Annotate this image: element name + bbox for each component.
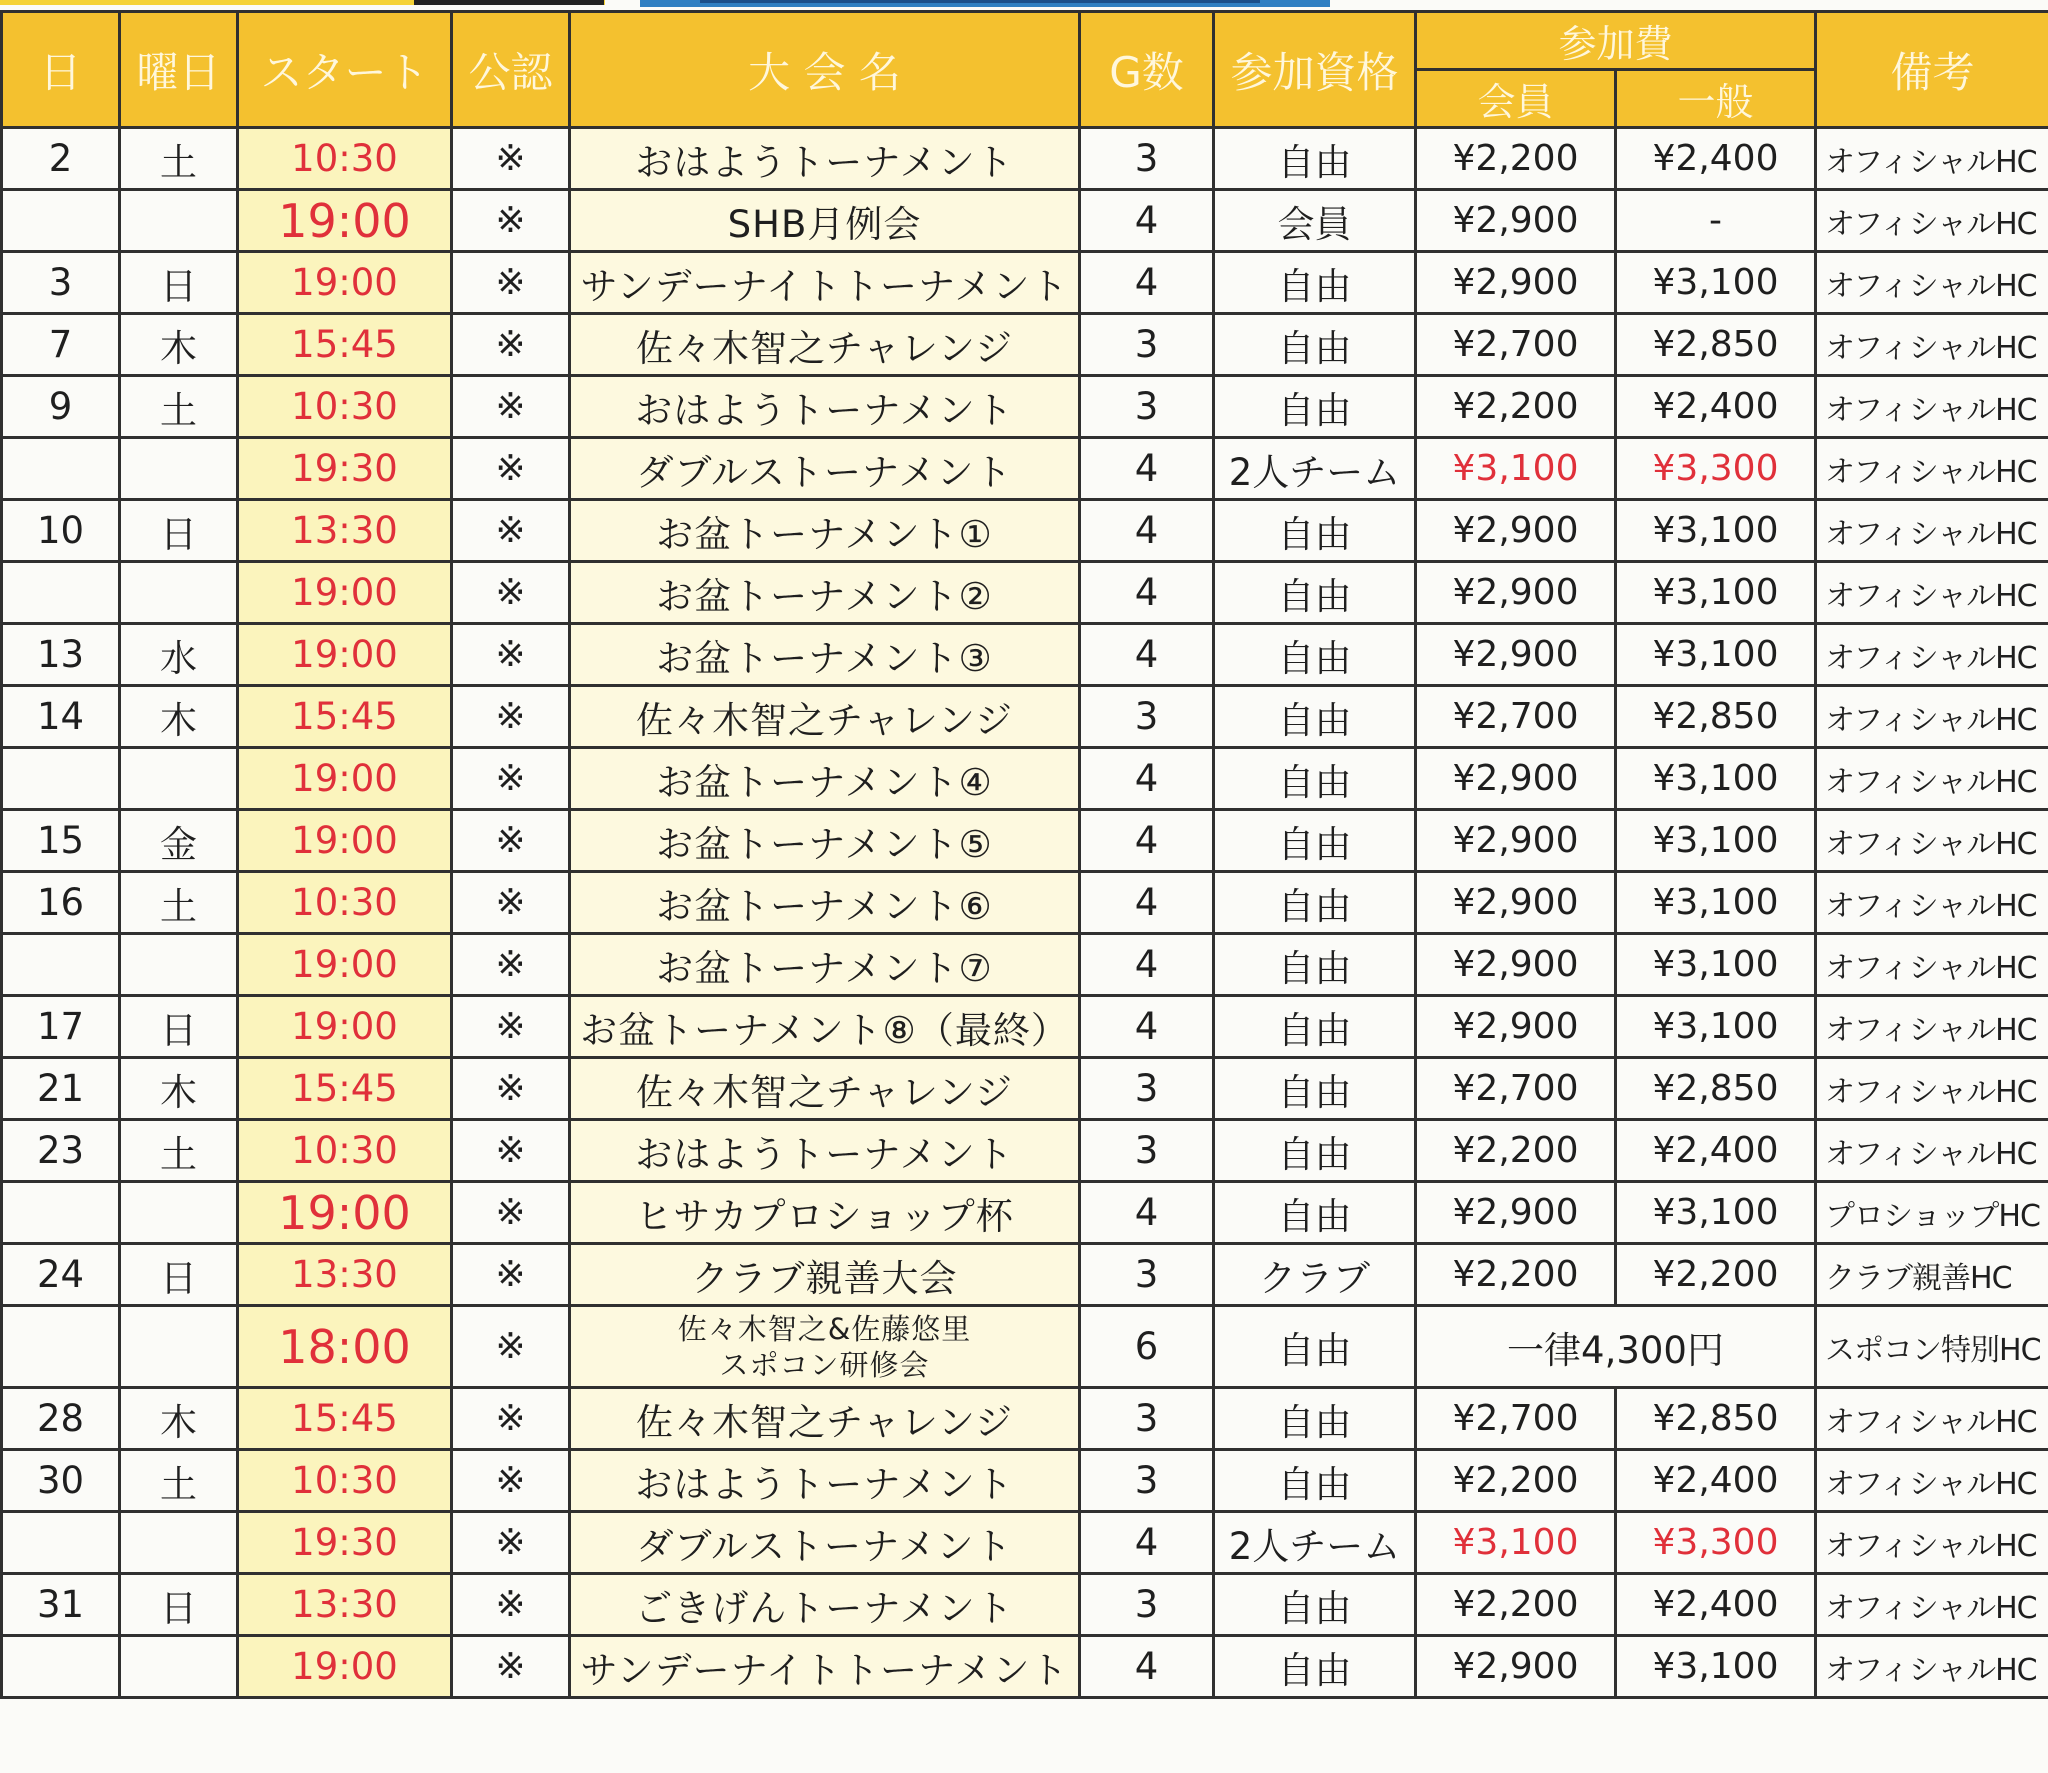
- cell-tournament-name: お盆トーナメント①: [570, 500, 1080, 562]
- cell-weekday: [120, 1512, 238, 1574]
- cell-day: [2, 1636, 120, 1698]
- cell-fee-member: ¥2,200: [1416, 376, 1616, 438]
- cell-fee-general: ¥2,400: [1616, 376, 1816, 438]
- cell-tournament-name: 佐々木智之チャレンジ: [570, 1058, 1080, 1120]
- table-header: [2, 12, 2048, 128]
- cell-tournament-name: お盆トーナメント⑥: [570, 872, 1080, 934]
- cell-fee-general: -: [1616, 190, 1816, 252]
- cell-note: オフィシャルHC: [1816, 1120, 2048, 1182]
- cell-tournament-name: 佐々木智之チャレンジ: [570, 1388, 1080, 1450]
- table-row: [2, 624, 2048, 686]
- cell-games: 4: [1080, 1512, 1214, 1574]
- table-body: [2, 128, 2048, 1698]
- cell-fee-general: ¥3,100: [1616, 748, 1816, 810]
- cell-day: 16: [2, 872, 120, 934]
- cell-fee-member: ¥3,100: [1416, 438, 1616, 500]
- cell-weekday: 日: [120, 1244, 238, 1306]
- cell-games: 4: [1080, 438, 1214, 500]
- cell-fee-general: ¥3,100: [1616, 996, 1816, 1058]
- cell-fee-general: ¥3,100: [1616, 810, 1816, 872]
- cell-day: 2: [2, 128, 120, 190]
- cell-eligibility: 自由: [1214, 252, 1416, 314]
- cell-note: クラブ親善HC: [1816, 1244, 2048, 1306]
- cell-fee-member: ¥2,700: [1416, 686, 1616, 748]
- cell-eligibility: 自由: [1214, 1388, 1416, 1450]
- header-fee-general: 一般: [1616, 70, 1816, 128]
- cell-fee-general: ¥3,100: [1616, 872, 1816, 934]
- cell-weekday: 土: [120, 128, 238, 190]
- cell-games: 4: [1080, 500, 1214, 562]
- cell-note: オフィシャルHC: [1816, 252, 2048, 314]
- cell-games: 4: [1080, 624, 1214, 686]
- cell-note: オフィシャルHC: [1816, 314, 2048, 376]
- cell-tournament-name: サンデーナイトトーナメント: [570, 1636, 1080, 1698]
- cell-day: 9: [2, 376, 120, 438]
- cell-start-time: 15:45: [238, 1388, 452, 1450]
- cell-weekday: 日: [120, 1574, 238, 1636]
- cell-fee-member: ¥2,700: [1416, 314, 1616, 376]
- cell-tournament-name: お盆トーナメント④: [570, 748, 1080, 810]
- cell-note: オフィシャルHC: [1816, 1450, 2048, 1512]
- table-row: [2, 1120, 2048, 1182]
- cell-games: 4: [1080, 996, 1214, 1058]
- cell-games: 3: [1080, 1574, 1214, 1636]
- cell-eligibility: 自由: [1214, 872, 1416, 934]
- cell-certified-mark: ※: [452, 1388, 570, 1450]
- cell-tournament-name: クラブ親善大会: [570, 1244, 1080, 1306]
- cell-tournament-name: ダブルストーナメント: [570, 1512, 1080, 1574]
- tournament-schedule-table: [0, 10, 2048, 1699]
- cell-certified-mark: ※: [452, 1512, 570, 1574]
- cell-games: 3: [1080, 1120, 1214, 1182]
- cell-day: 7: [2, 314, 120, 376]
- cell-fee-member: ¥2,900: [1416, 810, 1616, 872]
- cell-day: 31: [2, 1574, 120, 1636]
- cell-games: 4: [1080, 1182, 1214, 1244]
- cell-eligibility: 自由: [1214, 810, 1416, 872]
- header-fee-member: 会員: [1416, 70, 1616, 128]
- cell-fee-member: ¥2,900: [1416, 996, 1616, 1058]
- cell-tournament-name: お盆トーナメント②: [570, 562, 1080, 624]
- cell-note: オフィシャルHC: [1816, 562, 2048, 624]
- cell-eligibility: 自由: [1214, 1574, 1416, 1636]
- cell-note: オフィシャルHC: [1816, 686, 2048, 748]
- table-row: [2, 686, 2048, 748]
- cell-day: [2, 1182, 120, 1244]
- cell-tournament-name: おはようトーナメント: [570, 128, 1080, 190]
- cell-eligibility: 2人チーム: [1214, 1512, 1416, 1574]
- cell-flat-fee: 一律4,300円: [1416, 1306, 1816, 1388]
- header-games: G数: [1080, 12, 1214, 128]
- cell-day: 30: [2, 1450, 120, 1512]
- cell-eligibility: 自由: [1214, 934, 1416, 996]
- cell-day: 14: [2, 686, 120, 748]
- cell-games: 3: [1080, 128, 1214, 190]
- cell-fee-general: ¥3,100: [1616, 252, 1816, 314]
- cell-start-time: 19:00: [238, 934, 452, 996]
- cell-fee-member: ¥2,900: [1416, 1182, 1616, 1244]
- table-row: [2, 996, 2048, 1058]
- cell-fee-general: ¥3,300: [1616, 1512, 1816, 1574]
- cell-games: 6: [1080, 1306, 1214, 1388]
- cell-start-time: 19:00: [238, 1182, 452, 1244]
- cell-note: オフィシャルHC: [1816, 500, 2048, 562]
- cell-tournament-name: おはようトーナメント: [570, 1120, 1080, 1182]
- cell-eligibility: 自由: [1214, 748, 1416, 810]
- cell-tournament-name: ヒサカプロショップ杯: [570, 1182, 1080, 1244]
- cell-fee-member: ¥2,900: [1416, 1636, 1616, 1698]
- table-row: [2, 190, 2048, 252]
- cell-tournament-name: お盆トーナメント⑤: [570, 810, 1080, 872]
- cell-eligibility: 自由: [1214, 314, 1416, 376]
- cell-weekday: 木: [120, 1058, 238, 1120]
- table-row: [2, 562, 2048, 624]
- cell-day: [2, 1306, 120, 1388]
- cell-tournament-name: ダブルストーナメント: [570, 438, 1080, 500]
- cell-fee-general: ¥2,850: [1616, 1058, 1816, 1120]
- table-row: [2, 1182, 2048, 1244]
- cell-start-time: 19:00: [238, 810, 452, 872]
- cell-games: 3: [1080, 1058, 1214, 1120]
- cell-start-time: 15:45: [238, 314, 452, 376]
- cell-tournament-name: ごきげんトーナメント: [570, 1574, 1080, 1636]
- cell-day: 21: [2, 1058, 120, 1120]
- table-row: [2, 1244, 2048, 1306]
- cell-games: 3: [1080, 376, 1214, 438]
- cell-start-time: 19:00: [238, 996, 452, 1058]
- cell-weekday: 土: [120, 872, 238, 934]
- cell-fee-member: ¥2,700: [1416, 1058, 1616, 1120]
- cell-certified-mark: ※: [452, 1244, 570, 1306]
- cell-fee-general: ¥2,400: [1616, 128, 1816, 190]
- cell-start-time: 19:30: [238, 1512, 452, 1574]
- header-eligibility: 参加資格: [1214, 12, 1416, 128]
- table-row: [2, 872, 2048, 934]
- cell-fee-general: ¥3,100: [1616, 500, 1816, 562]
- cell-games: 3: [1080, 1244, 1214, 1306]
- cell-certified-mark: ※: [452, 810, 570, 872]
- cell-fee-member: ¥3,100: [1416, 1512, 1616, 1574]
- cell-certified-mark: ※: [452, 872, 570, 934]
- header-name: 大 会 名: [570, 12, 1080, 128]
- cell-day: [2, 934, 120, 996]
- cell-certified-mark: ※: [452, 376, 570, 438]
- cell-games: 4: [1080, 252, 1214, 314]
- cell-weekday: [120, 1636, 238, 1698]
- cell-note: プロショップHC: [1816, 1182, 2048, 1244]
- table-row: [2, 1636, 2048, 1698]
- cell-day: [2, 562, 120, 624]
- cell-day: [2, 1512, 120, 1574]
- cell-weekday: [120, 748, 238, 810]
- cell-games: 4: [1080, 748, 1214, 810]
- cell-weekday: 土: [120, 1450, 238, 1512]
- cell-certified-mark: ※: [452, 686, 570, 748]
- cell-certified-mark: ※: [452, 1450, 570, 1512]
- cell-weekday: 金: [120, 810, 238, 872]
- cell-weekday: [120, 562, 238, 624]
- header-start: スタート: [238, 12, 452, 128]
- cell-start-time: 10:30: [238, 376, 452, 438]
- cell-certified-mark: ※: [452, 500, 570, 562]
- cell-eligibility: 2人チーム: [1214, 438, 1416, 500]
- table-row: [2, 1574, 2048, 1636]
- table-row: [2, 1512, 2048, 1574]
- cell-day: [2, 438, 120, 500]
- cell-games: 3: [1080, 1450, 1214, 1512]
- cell-certified-mark: ※: [452, 1574, 570, 1636]
- cell-start-time: 19:00: [238, 190, 452, 252]
- cell-start-time: 10:30: [238, 872, 452, 934]
- cell-fee-general: ¥3,100: [1616, 1636, 1816, 1698]
- cell-tournament-name: [570, 1306, 1080, 1388]
- cell-weekday: [120, 1306, 238, 1388]
- cell-day: 28: [2, 1388, 120, 1450]
- cell-tournament-name: 佐々木智之チャレンジ: [570, 314, 1080, 376]
- table-row: [2, 748, 2048, 810]
- table-row: [2, 1306, 2048, 1388]
- cell-games: 4: [1080, 562, 1214, 624]
- header-fee: 参加費: [1416, 12, 1816, 70]
- cell-certified-mark: ※: [452, 314, 570, 376]
- cell-fee-member: ¥2,900: [1416, 252, 1616, 314]
- cell-start-time: 19:00: [238, 1636, 452, 1698]
- cell-certified-mark: ※: [452, 1120, 570, 1182]
- cell-fee-member: ¥2,200: [1416, 1574, 1616, 1636]
- cell-fee-member: ¥2,900: [1416, 934, 1616, 996]
- cell-start-time: 19:00: [238, 624, 452, 686]
- top-dark-band: [414, 0, 604, 5]
- cell-fee-member: ¥2,900: [1416, 624, 1616, 686]
- cell-eligibility: 自由: [1214, 1636, 1416, 1698]
- cell-weekday: 木: [120, 1388, 238, 1450]
- cell-fee-general: ¥2,850: [1616, 686, 1816, 748]
- cell-games: 4: [1080, 810, 1214, 872]
- cell-games: 3: [1080, 686, 1214, 748]
- cell-eligibility: 自由: [1214, 996, 1416, 1058]
- cell-fee-member: ¥2,200: [1416, 1450, 1616, 1512]
- cell-eligibility: 会員: [1214, 190, 1416, 252]
- cell-start-time: 10:30: [238, 1120, 452, 1182]
- cell-weekday: 土: [120, 1120, 238, 1182]
- cell-tournament-name: お盆トーナメント⑦: [570, 934, 1080, 996]
- cell-fee-general: ¥2,850: [1616, 1388, 1816, 1450]
- header-certified: 公認: [452, 12, 570, 128]
- cell-weekday: [120, 438, 238, 500]
- cell-note: オフィシャルHC: [1816, 190, 2048, 252]
- table-row: [2, 376, 2048, 438]
- cell-tournament-name: おはようトーナメント: [570, 1450, 1080, 1512]
- cell-note: オフィシャルHC: [1816, 810, 2048, 872]
- cell-start-time: 13:30: [238, 1574, 452, 1636]
- cell-games: 4: [1080, 934, 1214, 996]
- cell-start-time: 19:00: [238, 748, 452, 810]
- cell-eligibility: 自由: [1214, 624, 1416, 686]
- cell-tournament-name: 佐々木智之チャレンジ: [570, 686, 1080, 748]
- table-row: [2, 1388, 2048, 1450]
- cell-eligibility: 自由: [1214, 1120, 1416, 1182]
- cell-day: [2, 190, 120, 252]
- cell-eligibility: 自由: [1214, 1306, 1416, 1388]
- cell-eligibility: 自由: [1214, 376, 1416, 438]
- cell-note: オフィシャルHC: [1816, 624, 2048, 686]
- cell-fee-general: ¥3,100: [1616, 934, 1816, 996]
- cell-certified-mark: ※: [452, 1306, 570, 1388]
- cell-note: オフィシャルHC: [1816, 376, 2048, 438]
- cell-tournament-name: お盆トーナメント⑧（最終）: [570, 996, 1080, 1058]
- table-row: [2, 314, 2048, 376]
- cell-day: 13: [2, 624, 120, 686]
- cell-certified-mark: ※: [452, 438, 570, 500]
- cell-day: 24: [2, 1244, 120, 1306]
- cell-start-time: 15:45: [238, 686, 452, 748]
- cell-fee-general: ¥2,400: [1616, 1574, 1816, 1636]
- cell-note: オフィシャルHC: [1816, 1058, 2048, 1120]
- cell-start-time: 15:45: [238, 1058, 452, 1120]
- cell-certified-mark: ※: [452, 748, 570, 810]
- cell-start-time: 10:30: [238, 1450, 452, 1512]
- cell-day: 10: [2, 500, 120, 562]
- table-row: [2, 252, 2048, 314]
- cell-note: オフィシャルHC: [1816, 748, 2048, 810]
- cell-weekday: 土: [120, 376, 238, 438]
- cell-eligibility: 自由: [1214, 1450, 1416, 1512]
- table-row: [2, 438, 2048, 500]
- cell-fee-general: ¥3,100: [1616, 1182, 1816, 1244]
- table-row: [2, 128, 2048, 190]
- cell-tournament-name: サンデーナイトトーナメント: [570, 252, 1080, 314]
- cell-weekday: 日: [120, 252, 238, 314]
- tournament-name-line-1: 佐々木智之&佐藤悠里: [677, 1311, 972, 1346]
- cell-certified-mark: ※: [452, 624, 570, 686]
- cell-tournament-name: SHB月例会: [570, 190, 1080, 252]
- cell-fee-member: ¥2,900: [1416, 190, 1616, 252]
- header-day: 日: [2, 12, 120, 128]
- cell-eligibility: 自由: [1214, 686, 1416, 748]
- cell-day: 15: [2, 810, 120, 872]
- cell-day: 3: [2, 252, 120, 314]
- cell-fee-member: ¥2,700: [1416, 1388, 1616, 1450]
- cell-fee-member: ¥2,200: [1416, 1120, 1616, 1182]
- cell-eligibility: 自由: [1214, 562, 1416, 624]
- cell-certified-mark: ※: [452, 562, 570, 624]
- cell-eligibility: 自由: [1214, 1058, 1416, 1120]
- table-row: [2, 1450, 2048, 1512]
- cell-day: 23: [2, 1120, 120, 1182]
- cell-fee-member: ¥2,900: [1416, 562, 1616, 624]
- cell-note: オフィシャルHC: [1816, 1636, 2048, 1698]
- cell-note: オフィシャルHC: [1816, 934, 2048, 996]
- cell-note: スポコン特別HC: [1816, 1306, 2048, 1388]
- cell-fee-member: ¥2,900: [1416, 872, 1616, 934]
- cell-games: 4: [1080, 872, 1214, 934]
- cell-note: オフィシャルHC: [1816, 438, 2048, 500]
- cell-weekday: 木: [120, 314, 238, 376]
- cell-games: 3: [1080, 314, 1214, 376]
- table-row: [2, 1058, 2048, 1120]
- cell-weekday: [120, 190, 238, 252]
- table-row: [2, 934, 2048, 996]
- cell-weekday: [120, 1182, 238, 1244]
- cell-fee-general: ¥2,400: [1616, 1450, 1816, 1512]
- cell-certified-mark: ※: [452, 190, 570, 252]
- cell-games: 4: [1080, 190, 1214, 252]
- tournament-name-line-2: スポコン研修会: [719, 1347, 930, 1382]
- header-weekday: 曜日: [120, 12, 238, 128]
- cell-start-time: 13:30: [238, 500, 452, 562]
- cell-note: オフィシャルHC: [1816, 1574, 2048, 1636]
- cell-start-time: 19:00: [238, 562, 452, 624]
- cell-weekday: 水: [120, 624, 238, 686]
- cell-games: 4: [1080, 1636, 1214, 1698]
- cell-certified-mark: ※: [452, 252, 570, 314]
- cell-note: オフィシャルHC: [1816, 128, 2048, 190]
- header-note: 備考: [1816, 12, 2048, 128]
- cell-certified-mark: ※: [452, 1636, 570, 1698]
- cell-fee-member: ¥2,200: [1416, 1244, 1616, 1306]
- cell-note: オフィシャルHC: [1816, 1512, 2048, 1574]
- cell-day: 17: [2, 996, 120, 1058]
- cell-fee-general: ¥3,300: [1616, 438, 1816, 500]
- cell-certified-mark: ※: [452, 1182, 570, 1244]
- cell-certified-mark: ※: [452, 934, 570, 996]
- cell-tournament-name: おはようトーナメント: [570, 376, 1080, 438]
- cell-weekday: 木: [120, 686, 238, 748]
- cell-certified-mark: ※: [452, 1058, 570, 1120]
- table-row: [2, 810, 2048, 872]
- cell-fee-general: ¥2,400: [1616, 1120, 1816, 1182]
- cell-eligibility: 自由: [1214, 128, 1416, 190]
- cell-start-time: 19:00: [238, 252, 452, 314]
- cell-weekday: 日: [120, 996, 238, 1058]
- cell-fee-member: ¥2,900: [1416, 748, 1616, 810]
- cell-weekday: 日: [120, 500, 238, 562]
- cell-certified-mark: ※: [452, 128, 570, 190]
- cell-eligibility: 自由: [1214, 1182, 1416, 1244]
- cell-games: 3: [1080, 1388, 1214, 1450]
- cell-note: オフィシャルHC: [1816, 1388, 2048, 1450]
- cell-fee-general: ¥2,850: [1616, 314, 1816, 376]
- cell-start-time: 13:30: [238, 1244, 452, 1306]
- cell-fee-member: ¥2,200: [1416, 128, 1616, 190]
- cell-fee-general: ¥2,200: [1616, 1244, 1816, 1306]
- cell-start-time: 10:30: [238, 128, 452, 190]
- cell-fee-general: ¥3,100: [1616, 562, 1816, 624]
- cell-note: オフィシャルHC: [1816, 996, 2048, 1058]
- table-row: [2, 500, 2048, 562]
- cell-fee-general: ¥3,100: [1616, 624, 1816, 686]
- cell-start-time: 19:30: [238, 438, 452, 500]
- top-blue-inner-band: [700, 0, 1260, 3]
- cell-fee-member: ¥2,900: [1416, 500, 1616, 562]
- cell-eligibility: クラブ: [1214, 1244, 1416, 1306]
- cell-note: オフィシャルHC: [1816, 872, 2048, 934]
- cell-tournament-name: お盆トーナメント③: [570, 624, 1080, 686]
- cell-day: [2, 748, 120, 810]
- cell-start-time: 18:00: [238, 1306, 452, 1388]
- cell-eligibility: 自由: [1214, 500, 1416, 562]
- cell-certified-mark: ※: [452, 996, 570, 1058]
- cell-weekday: [120, 934, 238, 996]
